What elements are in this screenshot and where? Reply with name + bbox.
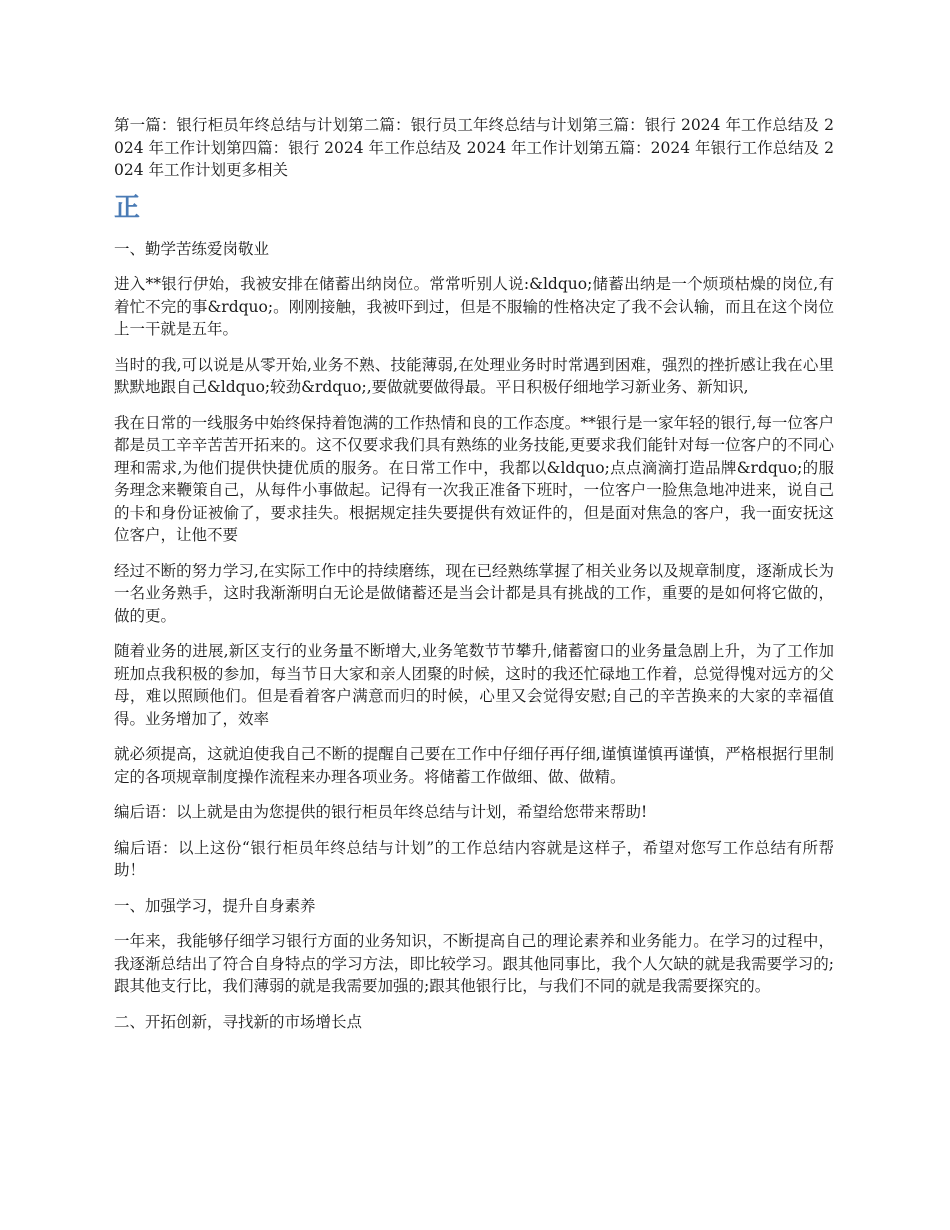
editor-note: 编后语：以上这份“银行柜员年终总结与计划”的工作总结内容就是这样子，希望对您写工作总结有所帮助！: [114, 838, 834, 879]
body-paragraph: 就必须提高，这就迫使我自己不断的提醒自己要在工作中仔细仔再仔细,谨慎谨慎再谨慎，严格根据行里制定的各项规章制度操作流程来办理各项业务。将储蓄工作做细、做、做精。: [114, 745, 834, 786]
section-heading: 二、开拓创新，寻找新的市场增长点: [114, 1012, 363, 1031]
body-paragraph: 随着业务的进展,新区支行的业务量不断增大,业务笔数节节攀升,储蓄窗口的业务量急剧上升，为了工作加班加点我积极的参加，每当节日大家和亲人团聚的时候，这时的我还忙碌地工作着，总觉得愧对远方的父母，难以照顾他们。但是看着客户满意而归的时候，心里又会觉得安慰;自己的辛苦换来的大家的幸福值得。业务增加了，效率: [114, 642, 834, 728]
document-title-line: 第一篇：银行柜员年终总结与计划第二篇：银行员工年终总结与计划第三篇：银行 2024 年工作总结及 2024 年工作计划第四篇：银行 2024 年工作总结及 2024 年工作计划第五篇：2024 年银行工作总结及 2024 年工作计划更多相关: [114, 116, 834, 179]
body-paragraph: 进入**银行伊始，我被安排在储蓄出纳岗位。常常听别人说:&ldquo;储蓄出纳是一个烦琐枯燥的岗位,有着忙不完的事&rdquo;。刚刚接触，我被吓到过，但是不服输的性格决定了我不会认输，而且在这个岗位上一干就是五年。: [114, 275, 834, 338]
body-paragraph: 当时的我,可以说是从零开始,业务不熟、技能薄弱,在处理业务时时常遇到困难，强烈的挫折感让我在心里默默地跟自己&ldquo;较劲&rdquo;,要做就要做得最。平日积极仔细地学习新业务、新知识,: [114, 355, 834, 396]
section-heading-char: 正: [114, 192, 141, 223]
body-paragraph: 我在日常的一线服务中始终保持着饱满的工作热情和良的工作态度。**银行是一家年轻的银行,每一位客户都是员工辛辛苦苦开拓来的。这不仅要求我们具有熟练的业务技能,更要求我们能针对每一位客户的不同心理和需求,为他们提供快捷优质的服务。在日常工作中，我都以&ldquo;点点滴滴打造品牌&rdquo;的服务理念来鞭策自己，从每件小事做起。记得有一次我正准备下班时，一位客户一脸焦急地冲进来，说自己的卡和身份证被偷了，要求挂失。根据规定挂失要提供有效证件的，但是面对焦急的客户，我一面安抚这位客户，让他不要: [114, 413, 834, 544]
body-paragraph: 一年来，我能够仔细学习银行方面的业务知识，不断提高自己的理论素养和业务能力。在学习的过程中，我逐渐总结出了符合自身特点的学习方法，即比较学习。跟其他同事比，我个人欠缺的就是我需要学习的;跟其他支行比，我们薄弱的就是我需要加强的;跟其他银行比，与我们不同的就是我需要探究的。: [114, 932, 834, 995]
section-heading: 一、勤学苦练爱岗敬业: [114, 239, 270, 258]
body-paragraph: 经过不断的努力学习,在实际工作中的持续磨练，现在已经熟练掌握了相关业务以及规章制度，逐渐成长为一名业务熟手，这时我渐渐明白无论是做储蓄还是当会计都是具有挑战的工作，重要的是如何将它做的，做的更。: [114, 561, 834, 625]
editor-note: 编后语：以上就是由为您提供的银行柜员年终总结与计划，希望给您带来帮助!: [114, 803, 648, 821]
document-page: [114, 114, 834, 1046]
section-heading: 一、加强学习，提升自身素养: [114, 896, 316, 915]
